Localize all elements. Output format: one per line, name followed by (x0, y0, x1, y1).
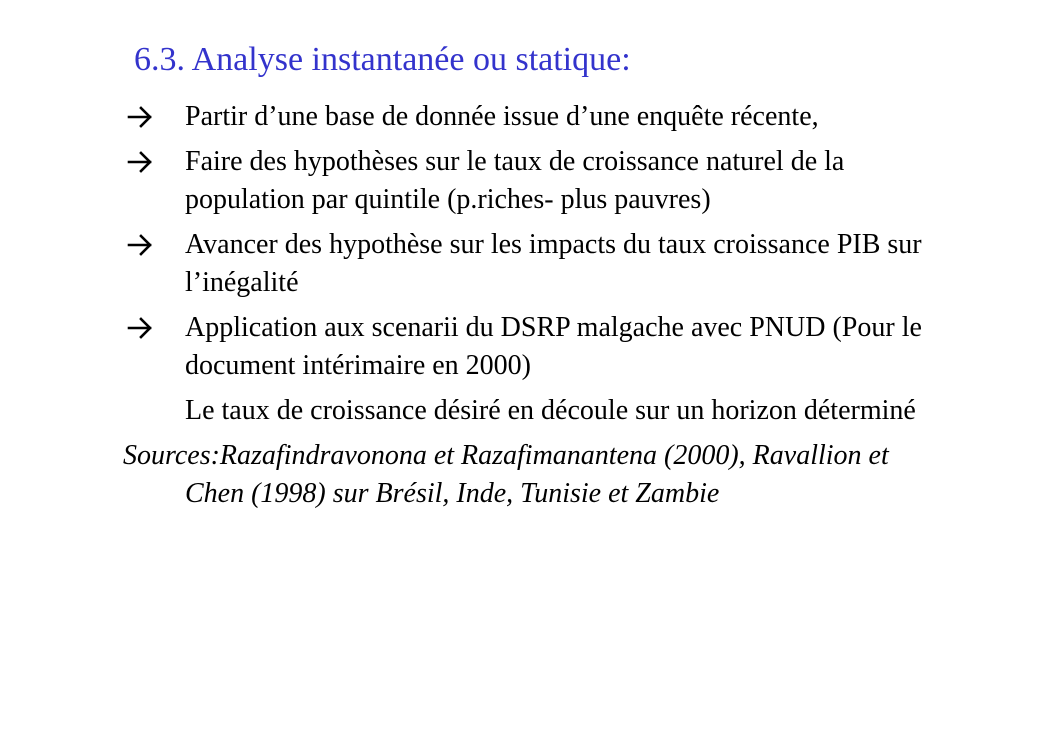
slide-title: 6.3. Analyse instantanée ou statique: (134, 41, 631, 78)
bullet-item (123, 309, 953, 385)
right-arrow-icon (127, 143, 155, 181)
bullet-item (123, 226, 953, 302)
note-paragraph (123, 392, 953, 430)
bullet-text: Application aux scenarii du DSRP malgache avec PNUD (Pour le document intérimaire en 2000) (185, 312, 922, 381)
note-text: Le taux de croissance désiré en découle sur un horizon déterminé (185, 395, 916, 426)
bullet-text: Avancer des hypothèse sur les impacts du taux croissance PIB sur l’inégalité (185, 229, 922, 298)
sources-citation: Sources:Razafindravonona et Razafimanantena (2000), Ravallion et Chen (1998) sur Brésil, Inde, Tunisie et Zambie (123, 440, 889, 509)
right-arrow-icon (127, 226, 155, 264)
right-arrow-icon (127, 309, 155, 347)
bullet-text: Faire des hypothèses sur le taux de croissance naturel de la population par quintile (p.riches- plus pauvres) (185, 146, 845, 215)
bullet-item (123, 98, 953, 136)
bullet-list (123, 98, 953, 513)
right-arrow-icon (127, 98, 155, 136)
bullet-text: Partir d’une base de donnée issue d’une enquête récente, (185, 101, 819, 132)
bullet-item (123, 143, 953, 219)
